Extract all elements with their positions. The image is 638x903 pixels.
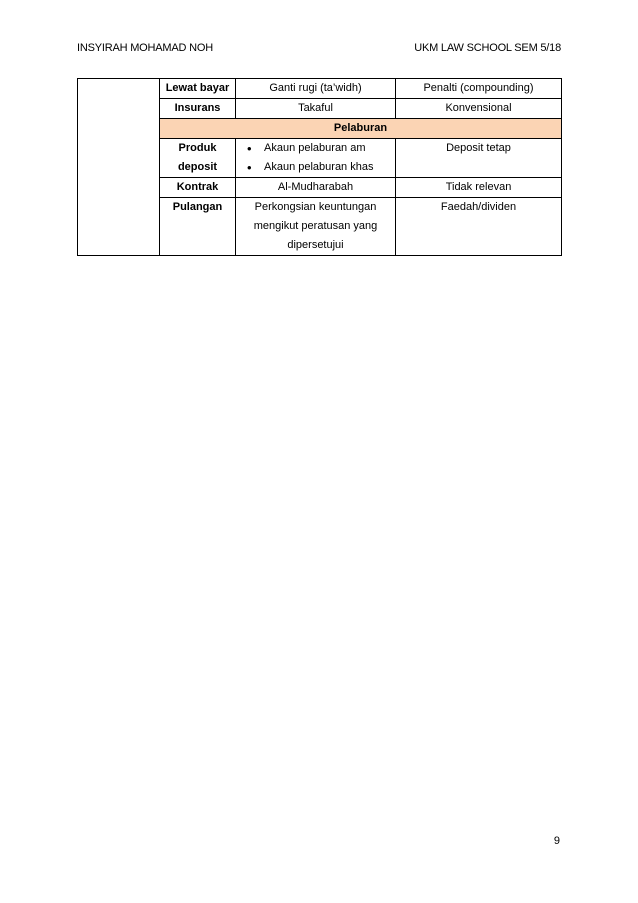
- row-label: Pulangan: [160, 198, 236, 256]
- blank-cell: [78, 79, 160, 256]
- islamic-cell: Takaful: [236, 99, 396, 119]
- section-heading: Pelaburan: [160, 119, 562, 139]
- conventional-cell: Faedah/dividen: [396, 198, 562, 256]
- islamic-cell: [236, 139, 396, 178]
- islamic-cell: Ganti rugi (ta’widh): [236, 79, 396, 99]
- header-author: INSYIRAH MOHAMAD NOH: [77, 42, 213, 54]
- row-label: Produk deposit: [160, 139, 236, 178]
- conventional-cell: Konvensional: [396, 99, 562, 119]
- page-number: 9: [553, 835, 560, 847]
- islamic-cell: Al-Mudharabah: [236, 178, 396, 198]
- islamic-cell: Perkongsian keuntungan mengikut peratusan yang dipersetujui: [236, 198, 396, 256]
- row-label: Insurans: [160, 99, 236, 119]
- table-row: [78, 79, 562, 99]
- comparison-table: [77, 78, 562, 256]
- header-course: UKM LAW SCHOOL SEM 5/18: [414, 42, 561, 54]
- row-label: Kontrak: [160, 178, 236, 198]
- conventional-cell: Deposit tetap: [396, 139, 562, 178]
- conventional-cell: Penalti (compounding): [396, 79, 562, 99]
- row-label: Lewat bayar: [160, 79, 236, 99]
- list-item: • Akaun pelaburan am: [264, 139, 391, 158]
- list-item: • Akaun pelaburan khas: [264, 158, 391, 177]
- conventional-cell: Tidak relevan: [396, 178, 562, 198]
- bullet-list: [240, 139, 391, 177]
